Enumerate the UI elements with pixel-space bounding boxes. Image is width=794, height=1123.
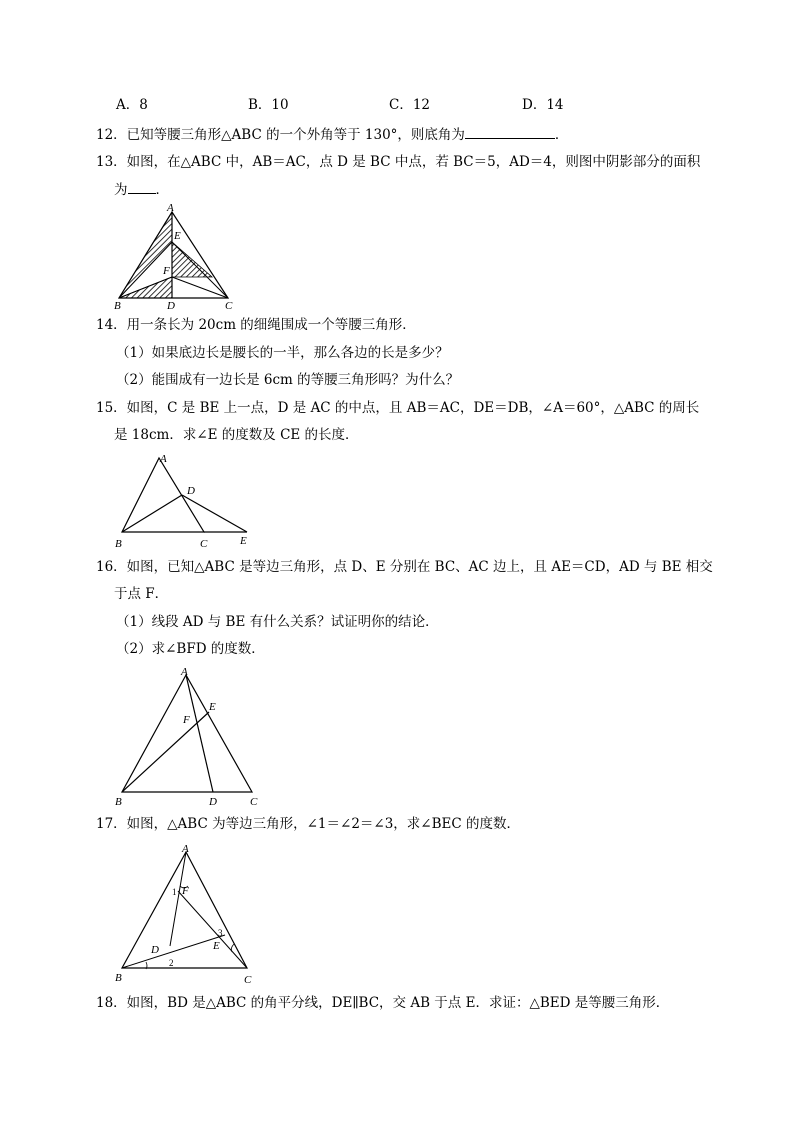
option-d: D．14 (522, 97, 564, 113)
label-b: B (115, 796, 122, 808)
label-a: A (160, 453, 167, 465)
segment-ad (186, 675, 213, 792)
triangle-abc (122, 852, 247, 968)
shaded-region (172, 242, 212, 277)
label-b: B (115, 538, 122, 550)
question-14-sub1: （1）如果底边长是腰长的一半，那么各边的长是多少？ (116, 345, 449, 361)
label-f: F (183, 714, 190, 726)
question-12-text: 12．已知等腰三角形△ABC 的一个外角等于 130°，则底角为 (96, 127, 465, 143)
question-17-line1: 17．如图，△ABC 为等边三角形，∠1＝∠2＝∠3，求∠BEC 的度数． (96, 816, 521, 832)
label-d: D (151, 944, 159, 956)
label-e: E (209, 701, 216, 713)
label-d: D (167, 300, 175, 312)
label-f: F (182, 885, 189, 897)
question-13-prefix: 为 (114, 182, 128, 198)
label-a: A (182, 843, 189, 855)
label-d: D (209, 796, 217, 808)
question-16-line2: 于点 F． (114, 586, 169, 602)
answer-blank (128, 179, 156, 194)
label-angle-2: 2 (169, 958, 174, 968)
question-12-end: ． (554, 127, 569, 143)
label-angle-3: 3 (218, 928, 223, 938)
figure-q13 (110, 200, 245, 315)
option-c: C．12 (389, 97, 431, 113)
figure-q16 (110, 660, 270, 810)
label-b: B (115, 972, 122, 984)
question-15-line2: 是 18cm．求∠E 的度数及 CE 的长度． (114, 427, 359, 443)
label-d: D (187, 485, 195, 497)
label-a: A (167, 202, 174, 214)
answer-blank (465, 124, 555, 139)
question-12 (96, 124, 568, 144)
question-13-end: ． (155, 182, 169, 198)
label-b: B (114, 300, 121, 312)
question-16-line1: 16．如图，已知△ABC 是等边三角形，点 D、E 分别在 BC、AC 边上，且 AE＝CD，AD 与 BE 相交 (96, 559, 713, 575)
segment-fc (172, 277, 228, 298)
question-14-sub2: （2）能围成有一边长是 6cm 的等腰三角形吗？为什么？ (116, 372, 460, 388)
option-a: A．8 (116, 97, 148, 113)
label-f: F (163, 265, 170, 277)
label-e: E (240, 535, 247, 547)
label-e: E (213, 940, 220, 952)
label-c: C (225, 300, 233, 312)
question-16-sub2: （2）求∠BFD 的度数． (116, 641, 265, 657)
figure-q17 (110, 838, 260, 988)
label-a: A (181, 666, 188, 678)
segment-be (122, 712, 209, 792)
segment-de (182, 495, 247, 532)
label-c: C (200, 538, 208, 550)
option-b: B．10 (248, 97, 289, 113)
question-18-line1: 18．如图，BD 是△ABC 的角平分线，DE∥BC，交 AB 于点 E．求证：△BED 是等腰三角形． (96, 995, 670, 1011)
angle-3-mark (231, 944, 234, 952)
label-e: E (174, 230, 181, 242)
question-14-line1: 14．用一条长为 20cm 的细绳围成一个等腰三角形． (96, 317, 416, 333)
question-13-line2 (114, 179, 169, 199)
angle-2-mark (146, 962, 147, 969)
question-16-sub1: （1）线段 AD 与 BE 有什么关系？试证明你的结论． (116, 614, 439, 630)
question-13-line1: 13．如图，在△ABC 中，AB＝AC，点 D 是 BC 中点，若 BC＝5，AD＝4，则图中阴影部分的面积 (96, 154, 701, 170)
label-c: C (250, 796, 258, 808)
figure-q15 (110, 448, 260, 553)
label-c: C (244, 974, 252, 986)
label-angle-1: 1 (172, 887, 177, 897)
question-15-line1: 15．如图，C 是 BE 上一点，D 是 AC 的中点，且 AB＝AC，DE＝DB，∠A＝60°，△ABC 的周长 (96, 400, 700, 416)
